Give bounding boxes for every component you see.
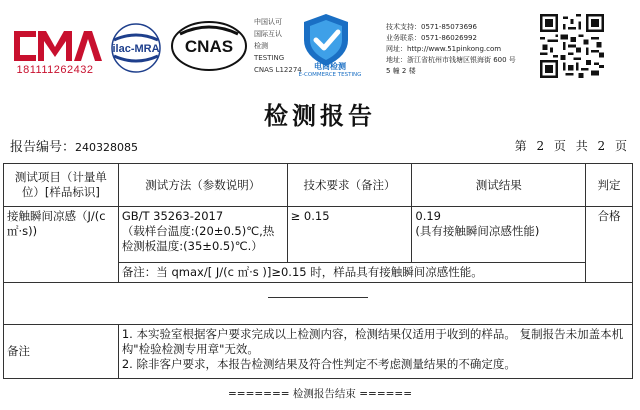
cell-notes xyxy=(118,325,632,379)
cell-notes-label: 备注 xyxy=(4,325,119,379)
results-table xyxy=(3,163,633,379)
page-info: 第 2 页 共 2 页 xyxy=(514,139,630,153)
result-value: 0.19 xyxy=(415,209,441,223)
cell-judgement: 合格 xyxy=(586,207,633,283)
method-standard: GB/T 35263-2017 xyxy=(121,209,224,223)
cell-result xyxy=(412,207,586,263)
ecommerce-testing-en-label: E-COMMERCE TESTING xyxy=(298,72,362,78)
ecommerce-testing-label: 电商检测 xyxy=(314,62,346,71)
header-result: 测试结果 xyxy=(412,164,586,207)
report-title: 检测报告 xyxy=(264,101,376,130)
table-row xyxy=(4,207,633,263)
notes-row xyxy=(4,325,633,379)
cell-method xyxy=(118,207,287,263)
header-method: 测试方法（参数说明） xyxy=(118,164,287,207)
report-number xyxy=(10,136,138,155)
method-params: （载样台温度:(20±0.5)℃,热检测板温度:(35±0.5)℃.） xyxy=(121,224,275,253)
report-number-value: 240328085 xyxy=(75,141,139,154)
header-judgement: 判定 xyxy=(586,164,633,207)
cell-remark: 备注：当 qmax/[ J/(c ㎡·s )]≥0.15 时，样品具有接触瞬间凉感性能。 xyxy=(118,263,585,283)
cma-phone: 181111262432 xyxy=(16,64,94,76)
result-note: (具有接触瞬间凉感性能) xyxy=(415,224,540,238)
separator-line xyxy=(268,297,368,298)
svg-text:ilac-MRA: ilac-MRA xyxy=(112,43,160,55)
note-2: 2. 除非客户要求，本报告检测结果及符合性判定不考虑测量结果的不确定度。 xyxy=(121,357,516,371)
report-number-label: 报告编号： xyxy=(10,140,76,155)
cell-requirement: ≥ 0.15 xyxy=(287,207,412,263)
qr-code xyxy=(540,14,604,78)
header-item: 测试项目（计量单位）[样品标识] xyxy=(4,164,119,207)
header-requirement: 技术要求（备注） xyxy=(287,164,412,207)
cnas-accreditation-info: 中国认可 国际互认 检测 TESTING CNAS L12274 xyxy=(254,18,302,74)
cell-separator xyxy=(4,283,633,325)
table-header-row xyxy=(4,164,633,207)
separator-row xyxy=(4,283,633,325)
cell-item: 接触瞬间凉感（J/(c㎡·s)) xyxy=(4,207,119,283)
note-1: 1. 本实验室根据客户要求完成以上检测内容，检测结果仅适用于收到的样品。 复制报告未加盖本机构"检验检测专用章"无效。 xyxy=(121,327,624,356)
ecommerce-testing-shield-icon xyxy=(296,12,356,68)
contact-info: 技术支持：0571-85073696 业务联系：0571-86026992 网址：http://www.51pinkong.com 地址：浙江省杭州市钱塘区银海街 600 号 5 幢 2 楼 xyxy=(386,23,516,75)
report-end-marker: ======= 检测报告结束 ====== xyxy=(227,388,413,400)
svg-text:CNAS: CNAS xyxy=(184,37,234,56)
ilac-mra-logo xyxy=(106,22,166,74)
cnas-logo xyxy=(170,20,248,72)
